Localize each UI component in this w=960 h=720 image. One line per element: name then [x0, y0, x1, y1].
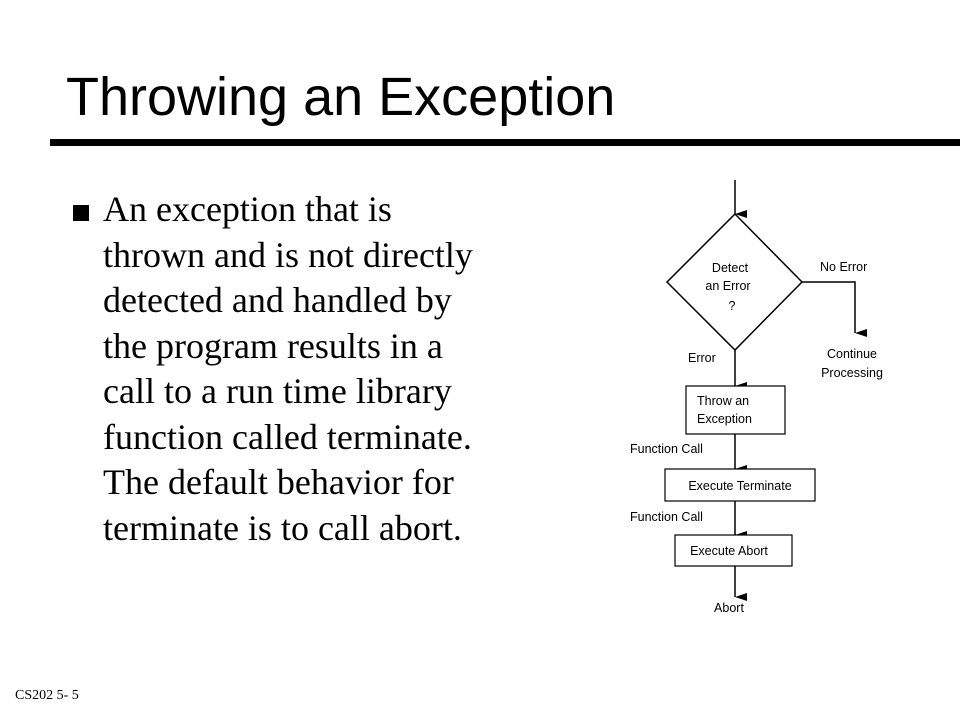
function-call-label-2: Function Call: [630, 510, 703, 524]
bullet-line: thrown and is not directly: [103, 234, 473, 275]
continue-text-line: Continue: [826, 347, 878, 361]
slide-title: Throwing an Exception: [66, 67, 616, 127]
bullet-line: function called terminate.: [103, 416, 472, 457]
no-error-label: No Error: [820, 260, 868, 274]
decision-text-line: Detect: [711, 261, 749, 275]
continue-text-line: Processing: [821, 366, 883, 380]
end-label: Abort: [714, 601, 744, 615]
throw-text-line: Throw an: [697, 394, 750, 408]
bullet-line: call to a run time library: [103, 371, 452, 411]
bullet-line: the program results in a: [103, 325, 443, 366]
terminate-label: Execute Terminate: [688, 479, 792, 493]
decision-text-line: an Error: [705, 279, 751, 293]
no-error-connector: [802, 282, 855, 333]
abort-box-label: Execute Abort: [690, 544, 768, 558]
error-label: Error: [688, 351, 716, 365]
bullet-line: terminate is to call abort.: [103, 507, 462, 548]
slide-footer: CS202 5- 5: [15, 688, 79, 703]
throw-text-line: Exception: [697, 412, 752, 426]
bullet-line: detected and handled by: [103, 280, 452, 320]
bullet-line: An exception that is: [103, 189, 392, 229]
decision-text-line: ?: [728, 299, 736, 313]
function-call-label-1: Function Call: [630, 442, 703, 456]
bullet-line: The default behavior for: [103, 462, 454, 502]
